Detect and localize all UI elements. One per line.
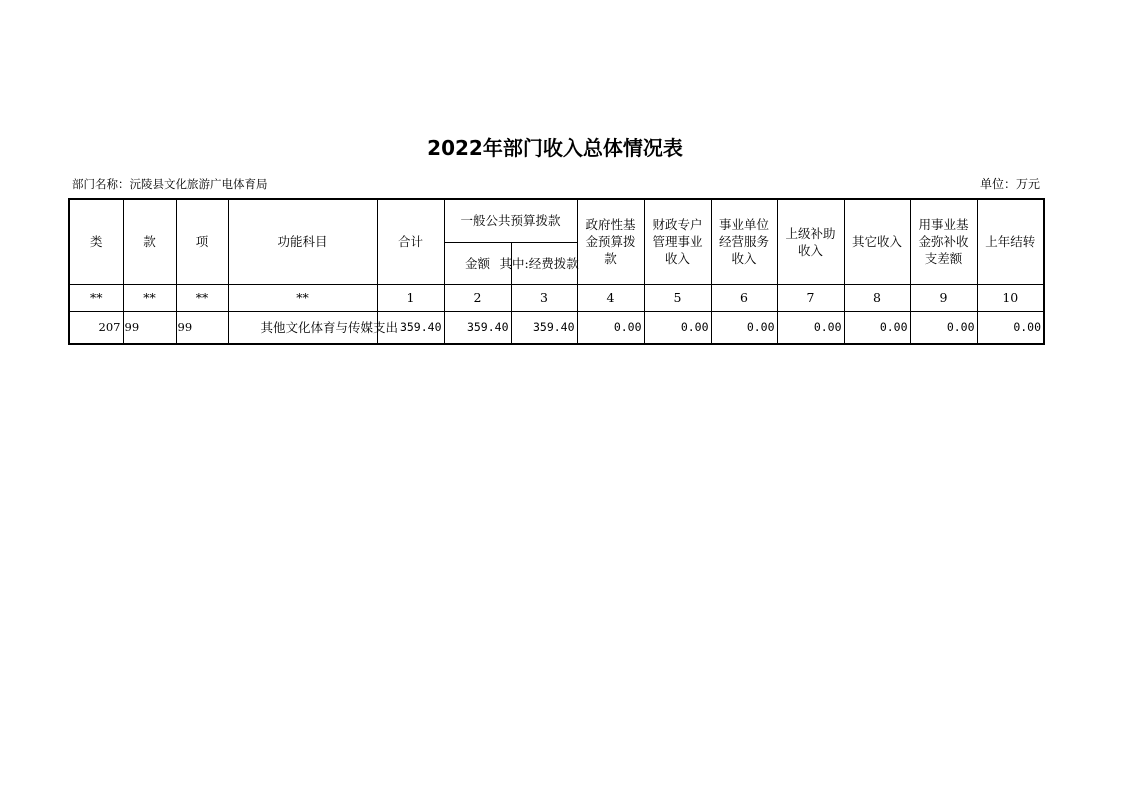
header-prior-year-carryover: 上年结转 xyxy=(977,199,1044,284)
header-total: 合计 xyxy=(377,199,444,284)
index-cell: ** xyxy=(69,284,123,311)
cell-total: 359.40 xyxy=(377,311,444,344)
header-row-1 xyxy=(69,199,1044,242)
index-cell: 6 xyxy=(711,284,777,311)
index-cell: 7 xyxy=(777,284,844,311)
cell-other-income: 0.00 xyxy=(844,311,910,344)
header-of-which-funding xyxy=(499,242,579,284)
header-xiang: 项 xyxy=(176,199,228,284)
cell-fund-balance: 0.00 xyxy=(910,311,977,344)
index-cell: ** xyxy=(176,284,228,311)
header-function-subject: 功能科目 xyxy=(228,199,377,284)
department-name: 部门名称：沅陵县文化旅游广电体育局 xyxy=(72,177,268,191)
header-amount: 金额 xyxy=(444,242,511,284)
index-cell: 5 xyxy=(644,284,711,311)
cell-lei: 207 xyxy=(69,311,123,344)
index-cell: 3 xyxy=(511,284,577,311)
index-row xyxy=(69,284,1044,311)
report-title: 2022年部门收入总体情况表 xyxy=(427,136,683,160)
cell-superior-subsidy: 0.00 xyxy=(777,311,844,344)
cell-amount: 359.40 xyxy=(444,311,511,344)
table-row xyxy=(69,311,1044,344)
header-business-service: 事业单位经营服务收入 xyxy=(711,199,777,284)
header-gov-fund: 政府性基金预算拨款 xyxy=(577,199,644,284)
index-cell: ** xyxy=(123,284,176,311)
cell-kuan: 99 xyxy=(123,311,176,344)
cell-fiscal-special: 0.00 xyxy=(644,311,711,344)
header-superior-subsidy: 上级补助收入 xyxy=(777,199,844,284)
header-other-income: 其它收入 xyxy=(844,199,910,284)
index-cell: ** xyxy=(228,284,377,311)
header-fiscal-special: 财政专户管理事业收入 xyxy=(644,199,711,284)
cell-subject-text: 其他文化体育与传媒支出 xyxy=(260,319,399,335)
income-summary-table xyxy=(68,198,1045,345)
index-cell: 2 xyxy=(444,284,511,311)
header-general-budget: 一般公共预算拨款 xyxy=(444,199,577,242)
header-kuan: 款 xyxy=(123,199,176,284)
cell-funding: 359.40 xyxy=(511,311,577,344)
index-cell: 9 xyxy=(910,284,977,311)
header-lei: 类 xyxy=(69,199,123,284)
cell-gov-fund: 0.00 xyxy=(577,311,644,344)
cell-xiang: 99 xyxy=(176,311,228,344)
unit-label: 单位：万元 xyxy=(979,177,1040,191)
index-cell: 1 xyxy=(377,284,444,311)
cell-business-service: 0.00 xyxy=(711,311,777,344)
header-fund-balance: 用事业基金弥补收支差额 xyxy=(910,199,977,284)
index-cell: 10 xyxy=(977,284,1044,311)
header-of-which-funding-text: 其中:经费拨款 xyxy=(499,255,579,271)
index-cell: 4 xyxy=(577,284,644,311)
cell-carryover: 0.00 xyxy=(977,311,1044,344)
index-cell: 8 xyxy=(844,284,910,311)
cell-subject xyxy=(228,311,399,344)
